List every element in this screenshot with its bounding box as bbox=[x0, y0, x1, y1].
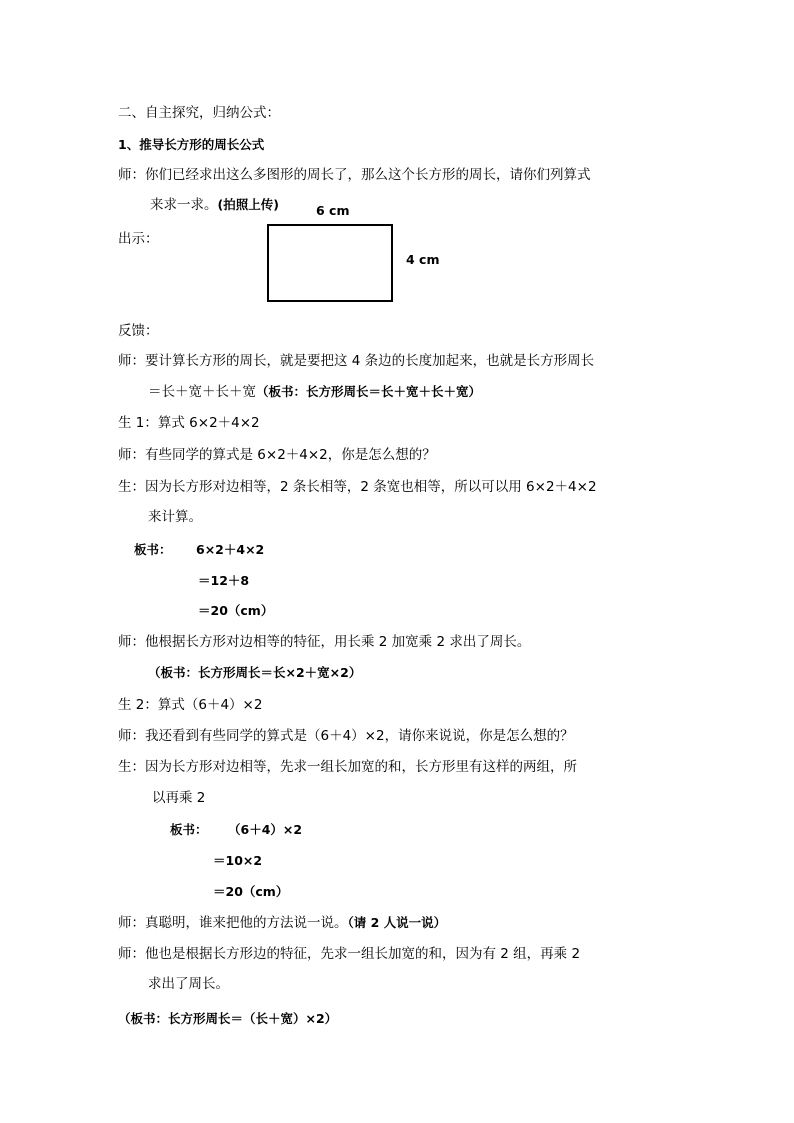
teacher-intro-text: 来求一求。 bbox=[150, 197, 218, 213]
board-formula-2: （板书：长方形周长＝（长＋宽）×2） bbox=[118, 1011, 338, 1026]
board2-label: 板书： bbox=[170, 822, 208, 837]
feedback-label: 反馈： bbox=[118, 323, 159, 339]
board-note-sum: （板书：长方形周长＝长＋宽＋长＋宽） bbox=[256, 384, 482, 399]
teacher-question-1: 师：有些同学的算式是 6×2＋4×2，你是怎么想的？ bbox=[118, 447, 436, 463]
teacher-summary-2-line-1: 师：他也是根据长方形边的特征，先求一组长加宽的和，因为有 2 组，再乘 2 bbox=[118, 946, 581, 962]
student-answer-2-line-1: 生：因为长方形对边相等，先求一组长加宽的和，长方形里有这样的两组，所 bbox=[118, 759, 577, 775]
teacher-praise-text: 师：真聪明，谁来把他的方法说一说。 bbox=[118, 915, 348, 931]
teacher-summary-2-line-2: 求出了周长。 bbox=[148, 976, 229, 992]
board1-label: 板书： bbox=[134, 542, 172, 557]
subsection-title: 1、推导长方形的周长公式 bbox=[118, 137, 265, 152]
rect-height-label: 4 cm bbox=[406, 252, 440, 267]
praise-note: （请 2 人说一说） bbox=[347, 915, 447, 930]
teacher-praise bbox=[118, 914, 446, 932]
board1-step-1: 6×2＋4×2 bbox=[196, 542, 265, 557]
student-answer-1-line-1: 生：因为长方形对边相等，2 条长相等，2 条宽也相等，所以可以用 6×2＋4×2 bbox=[118, 479, 597, 495]
board2-step-2: ＝10×2 bbox=[213, 853, 263, 868]
teacher-summary-1: 师：他根据长方形对边相等的特征，用长乘 2 加宽乘 2 求出了周长。 bbox=[118, 634, 531, 650]
student2-formula: 生 2：算式（6＋4）×2 bbox=[118, 697, 263, 713]
board2-step-1: （6＋4）×2 bbox=[228, 822, 303, 837]
teacher-intro-line-2 bbox=[150, 196, 279, 214]
section-title: 二、自主探究，归纳公式： bbox=[118, 105, 280, 121]
board1-step-3: ＝20（cm） bbox=[198, 603, 274, 618]
teacher-explain-line-1: 师：要计算长方形的周长，就是要把这 4 条边的长度加起来，也就是长方形周长 bbox=[118, 353, 595, 369]
upload-note: (拍照上传) bbox=[217, 197, 279, 212]
board2-step-3: ＝20（cm） bbox=[213, 884, 289, 899]
student1-formula: 生 1：算式 6×2＋4×2 bbox=[118, 415, 260, 431]
teacher-intro-line-1: 师：你们已经求出这么多图形的周长了，那么这个长方形的周长，请你们列算式 bbox=[118, 167, 591, 183]
student-answer-2-line-2: 以再乘 2 bbox=[152, 790, 206, 806]
formula-sum: ＝长＋宽＋长＋宽 bbox=[148, 384, 256, 400]
rectangle-figure bbox=[267, 224, 393, 302]
student-answer-1-line-2: 来计算。 bbox=[148, 509, 202, 525]
show-label: 出示： bbox=[118, 231, 159, 247]
teacher-question-2: 师：我还看到有些同学的算式是（6＋4）×2，请你来说说，你是怎么想的？ bbox=[118, 728, 574, 744]
teacher-explain-line-2 bbox=[148, 383, 481, 401]
board-formula-1: （板书：长方形周长＝长×2＋宽×2） bbox=[148, 665, 362, 680]
board1-step-2: ＝12＋8 bbox=[198, 573, 250, 588]
rect-width-label: 6 cm bbox=[316, 203, 350, 218]
